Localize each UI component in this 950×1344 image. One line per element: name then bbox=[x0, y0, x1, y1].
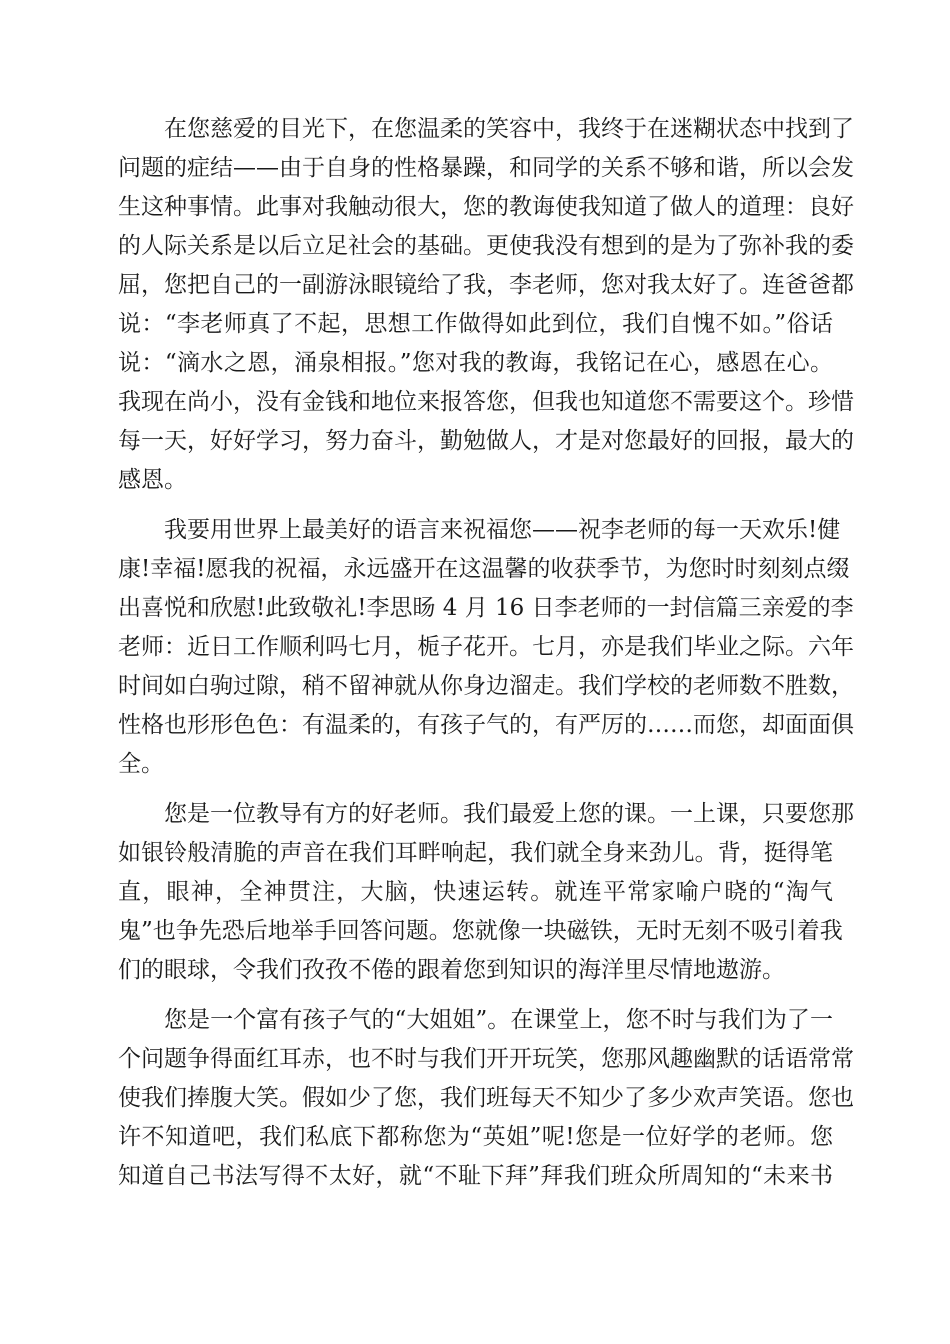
text-line: 使我们捧腹大笑。假如少了您，我们班每天不知少了多少欢声笑语。您也 bbox=[118, 1085, 854, 1111]
text-line: 许不知道吧，我们私底下都称您为“英姐”呢!您是一位好学的老师。您 bbox=[118, 1124, 833, 1150]
text-line: 如银铃般清脆的声音在我们耳畔响起，我们就全身来劲儿。背，挺得笔 bbox=[118, 840, 833, 866]
text-line: 出喜悦和欣慰!此致敬礼!李思旸 4 月 16 日李老师的一封信篇三亲爱的李 bbox=[118, 595, 854, 621]
text-line: 知道自己书法写得不太好，就“不耻下拜”拜我们班众所周知的“未来书 bbox=[118, 1163, 833, 1189]
text-line: 我要用世界上最美好的语言来祝福您——祝李老师的每一天欢乐!健 bbox=[164, 517, 841, 543]
text-line: 康!幸福!愿我的祝福，永远盛开在这温馨的收获季节，为您时时刻刻点缀 bbox=[118, 556, 850, 582]
text-line: 感恩。 bbox=[118, 467, 187, 493]
text-line: 您是一位教导有方的好老师。我们最爱上您的课。一上课，只要您那 bbox=[164, 801, 854, 827]
text-line: 性格也形形色色：有温柔的，有孩子气的，有严厉的……而您，却面面俱 bbox=[118, 712, 854, 738]
text-line: 在您慈爱的目光下，在您温柔的笑容中，我终于在迷糊状态中找到了 bbox=[164, 116, 854, 142]
text-line: 说：“滴水之恩，涌泉相报。”您对我的教诲，我铭记在心，感恩在心。 bbox=[118, 350, 833, 376]
text-line: 时间如白驹过隙，稍不留神就从你身边溜走。我们学校的老师数不胜数， bbox=[118, 673, 854, 699]
text-line: 您是一个富有孩子气的“大姐姐”。在课堂上，您不时与我们为了一 bbox=[164, 1007, 833, 1033]
text-line: 生这种事情。此事对我触动很大，您的教诲使我知道了做人的道理：良好 bbox=[118, 194, 854, 220]
text-line: 每一天，好好学习，努力奋斗，勤勉做人，才是对您最好的回报，最大的 bbox=[118, 428, 854, 454]
text-line: 鬼”也争先恐后地举手回答问题。您就像一块磁铁，无时无刻不吸引着我 bbox=[118, 918, 843, 944]
text-line: 个问题争得面红耳赤，也不时与我们开开玩笑，您那风趣幽默的话语常常 bbox=[118, 1046, 854, 1072]
text-line: 老师：近日工作顺利吗七月，栀子花开。七月，亦是我们毕业之际。六年 bbox=[118, 634, 854, 660]
text-line: 我现在尚小，没有金钱和地位来报答您，但我也知道您不需要这个。珍惜 bbox=[118, 389, 854, 415]
text-line: 们的眼球，令我们孜孜不倦的跟着您到知识的海洋里尽情地遨游。 bbox=[118, 957, 785, 983]
text-line: 屈，您把自己的一副游泳眼镜给了我，李老师，您对我太好了。连爸爸都 bbox=[118, 272, 854, 298]
text-line: 问题的症结——由于自身的性格暴躁，和同学的关系不够和谐，所以会发 bbox=[118, 155, 854, 181]
text-line: 全。 bbox=[118, 751, 164, 777]
text-line: 直，眼神，全神贯注，大脑，快速运转。就连平常家喻户晓的“淘气 bbox=[118, 879, 833, 905]
text-line: 的人际关系是以后立足社会的基础。更使我没有想到的是为了弥补我的委 bbox=[118, 233, 854, 259]
text-line: 说：“李老师真了不起，思想工作做得如此到位，我们自愧不如。”俗话 bbox=[118, 311, 833, 337]
